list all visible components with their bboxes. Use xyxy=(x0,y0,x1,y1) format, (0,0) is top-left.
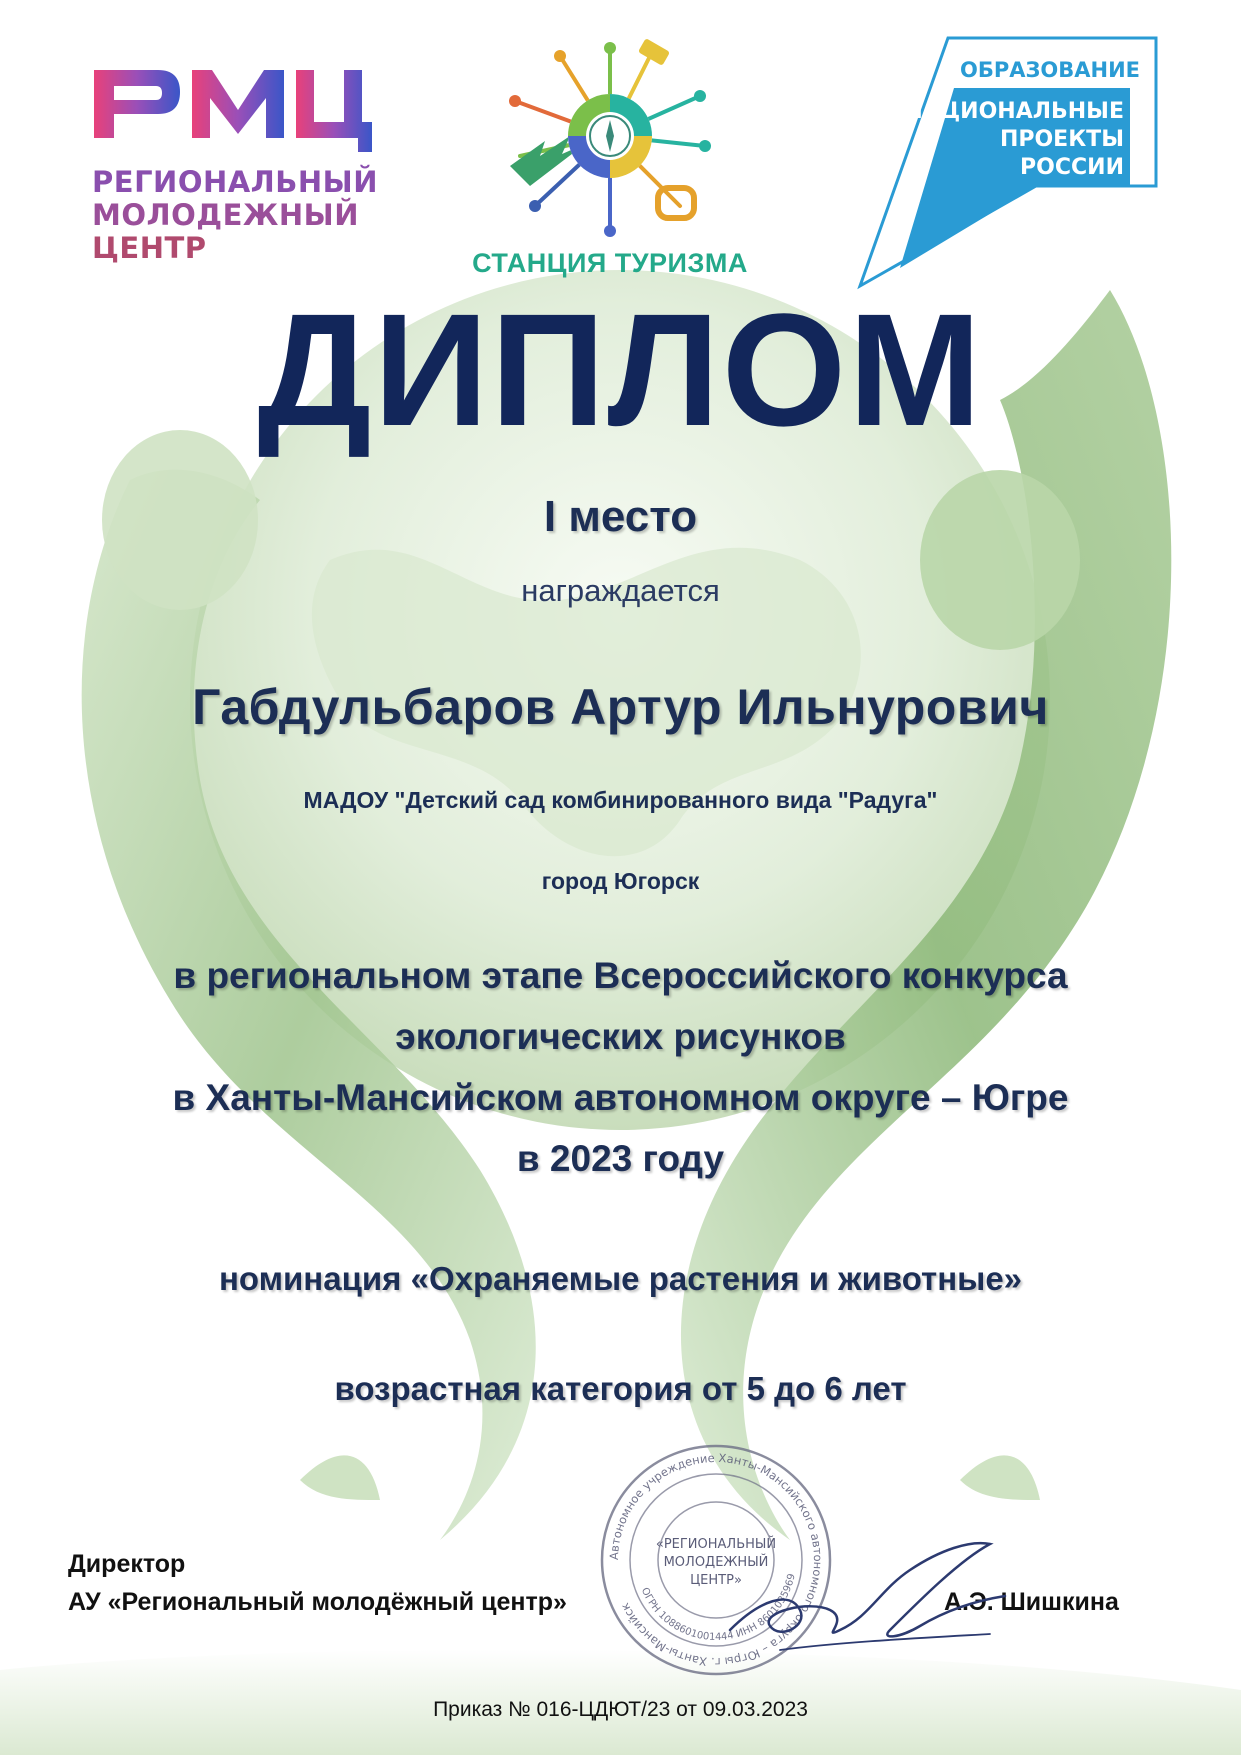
handwritten-signature xyxy=(720,1530,1010,1660)
np-logo-education: ОБРАЗОВАНИЕ xyxy=(960,58,1141,82)
contest-line: в 2023 году xyxy=(516,1138,725,1179)
rmc-logo-text xyxy=(92,166,378,265)
tourism-station-emblem xyxy=(500,36,720,241)
stamp-center-line: «РЕГИОНАЛЬНЫЙ xyxy=(655,1537,777,1552)
np-logo-line: НАЦИОНАЛЬНЫЕ xyxy=(904,99,1124,124)
np-logo-line: ПРОЕКТЫ xyxy=(999,127,1124,152)
age-category: возрастная категория от 5 до 6 лет xyxy=(334,1370,907,1407)
rmc-logo-line: РЕГИОНАЛЬНЫЙ xyxy=(92,165,378,199)
director-title: Директор xyxy=(68,1550,186,1578)
rmc-logo-line: МОЛОДЕЖНЫЙ xyxy=(92,198,359,232)
sprout-leaf xyxy=(300,1455,380,1500)
director-name: А.Э. Шишкина xyxy=(944,1588,1119,1616)
contest-description xyxy=(0,945,1241,1189)
director-organization: АУ «Региональный молодёжный центр» xyxy=(68,1588,567,1616)
recipient-city: город Югорск xyxy=(541,868,700,894)
rmc-logo-line: ЦЕНТР xyxy=(92,231,207,265)
contest-line: в региональном этапе Всероссийского конкурса xyxy=(173,955,1068,996)
np-logo-line: РОССИИ xyxy=(1020,155,1124,180)
recipient-organization: МАДОУ "Детский сад комбинированного вида "Радуга" xyxy=(303,787,938,813)
contest-line: экологических рисунков xyxy=(395,1016,846,1057)
awarded-label: награждается xyxy=(521,573,720,608)
nomination: номинация «Охраняемые растения и животные» xyxy=(218,1260,1023,1297)
tourism-station-title: СТАНЦИЯ ТУРИЗМА xyxy=(472,248,748,278)
stamp-center-line: МОЛОДЕЖНЫЙ xyxy=(663,1555,769,1570)
recipient-name: Габдульбаров Артур Ильнурович xyxy=(192,679,1049,735)
stamp-numbers: ОГРН 1088601001444 ИНН 8601035969 xyxy=(638,1572,798,1644)
award-place: I место xyxy=(543,492,698,541)
sprout-leaf xyxy=(960,1455,1040,1500)
stamp-center-line: ЦЕНТР» xyxy=(690,1573,742,1588)
contest-line: в Ханты-Мансийском автономном округе – Югре xyxy=(172,1077,1069,1118)
diploma-title: ДИПЛОМ xyxy=(257,280,984,459)
stamp-outer-text: Автономное учреждение Ханты-Мансийского автономного округа – Югры г. Ханты-Мансийск xyxy=(606,1450,826,1670)
order-reference: Приказ № 016-ЦДЮТ/23 от 09.03.2023 xyxy=(433,1698,808,1721)
